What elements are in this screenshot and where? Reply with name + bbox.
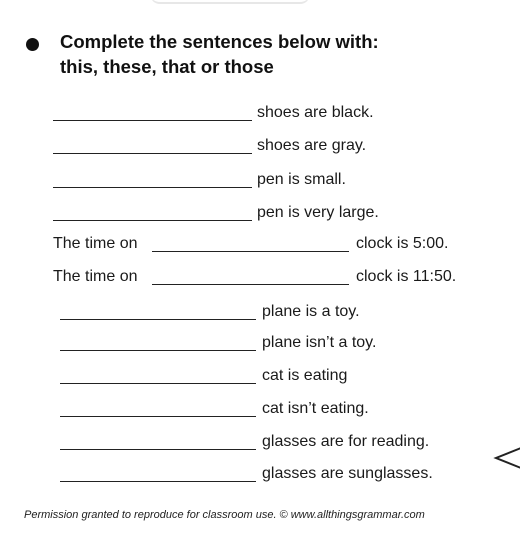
pen-mark-icon [493, 446, 520, 476]
heading-line-2: this, these, that or those [60, 56, 274, 77]
page-edge-mark [150, 0, 310, 4]
answer-blank[interactable] [60, 350, 256, 351]
answer-blank[interactable] [53, 187, 252, 188]
item-text: cat isn’t eating. [262, 400, 369, 417]
item-text: shoes are gray. [257, 137, 367, 154]
answer-blank[interactable] [53, 220, 252, 221]
item-text: cat is eating [262, 367, 348, 384]
answer-blank[interactable] [152, 284, 349, 285]
item-prefix: The time on [53, 235, 138, 252]
item-text: pen is very large. [257, 204, 379, 221]
answer-blank[interactable] [60, 416, 256, 417]
bullet-icon [26, 38, 39, 51]
item-prefix: The time on [53, 268, 138, 285]
answer-blank[interactable] [53, 153, 252, 154]
item-text: glasses are sunglasses. [262, 465, 433, 482]
answer-blank[interactable] [60, 449, 256, 450]
item-text: plane is a toy. [262, 303, 360, 320]
answer-blank[interactable] [60, 383, 256, 384]
item-text: plane isn’t a toy. [262, 334, 377, 351]
answer-blank[interactable] [53, 120, 252, 121]
answer-blank[interactable] [60, 319, 256, 320]
item-text: pen is small. [257, 171, 346, 188]
item-text: shoes are black. [257, 104, 374, 121]
item-text: clock is 5:00. [356, 235, 449, 252]
item-text: clock is 11:50. [356, 268, 457, 285]
answer-blank[interactable] [152, 251, 349, 252]
footer-credit: Permission granted to reproduce for classroom use. © www.allthingsgrammar.com [24, 509, 425, 521]
item-text: glasses are for reading. [262, 433, 430, 450]
instructions-heading [60, 29, 379, 79]
answer-blank[interactable] [60, 481, 256, 482]
heading-line-1: Complete the sentences below with: [60, 31, 379, 52]
